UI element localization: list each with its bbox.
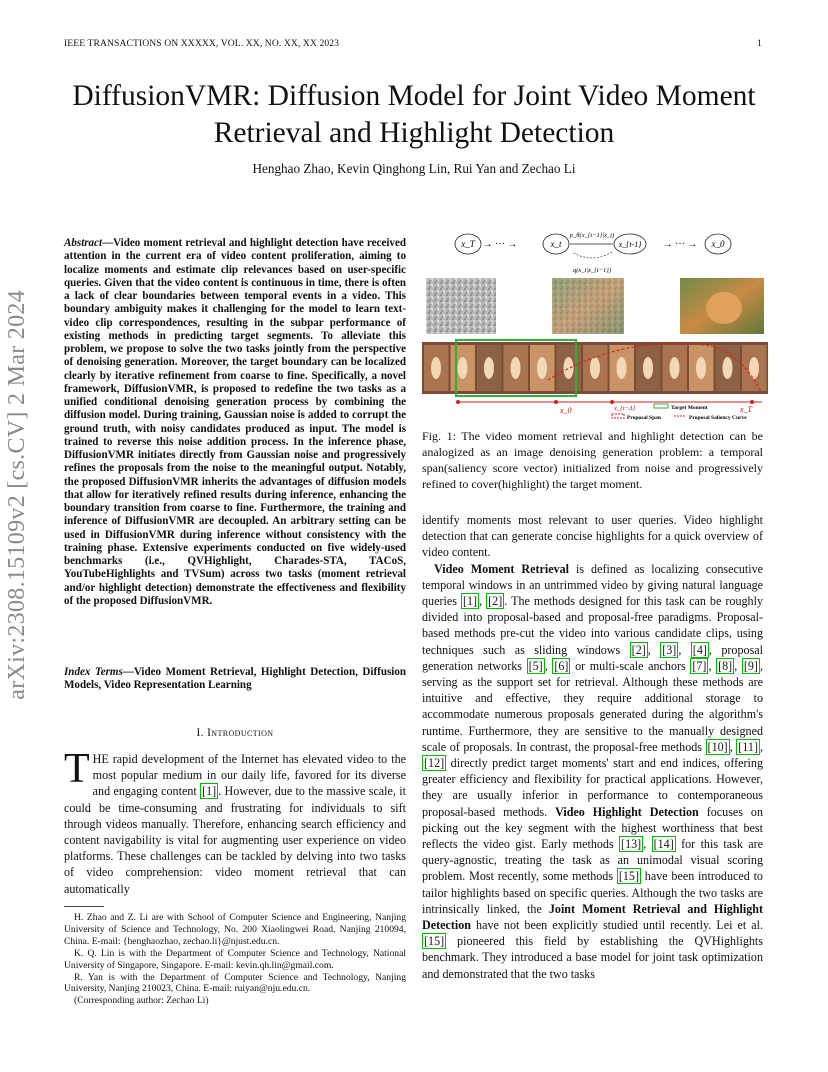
index-terms-label: Index Terms (64, 666, 123, 678)
bold-term: Joint Moment Retrieval and Highlight Detection (422, 901, 763, 933)
citation-link[interactable]: [13] (621, 837, 642, 852)
figure-caption: Fig. 1: The video moment retrieval and highlight detection can be analogized as an image denoising generation problem: a temporal span(saliency score vector) initialized from noise and progressively refined to cover(highlight) the target moment. (422, 429, 763, 491)
citation-link[interactable]: [8] (718, 658, 733, 673)
legend-target: Target Moment (671, 405, 708, 411)
arxiv-stamp (4, 290, 44, 760)
frame-figure (484, 357, 494, 379)
footnote: K. Q. Lin is with the Department of Computer Science and Technology, National University of Singapore, Singapore. E-mail: kevin.qh.lin@gmail.com. (64, 947, 406, 971)
text: have been introduced to tailor highlights based on specific queries. Although the two tasks are intrinsically linked, the (422, 869, 763, 916)
legend-proposal-swatch (612, 414, 624, 418)
forward-arrow (572, 252, 612, 258)
frame-figure (590, 357, 600, 379)
citation-link[interactable]: [3] (662, 642, 677, 657)
frame-figure (458, 357, 468, 379)
citation-link[interactable]: [14] (653, 837, 674, 852)
citation-link[interactable]: [11] (738, 739, 758, 754)
section-number: I. (196, 727, 204, 739)
q-label: q(x_t|x_{t−1}) (572, 267, 612, 274)
footnotes (64, 912, 406, 1007)
footnote-rule (64, 906, 104, 907)
citation-link[interactable]: [1] (202, 784, 217, 799)
frame-figure (537, 357, 547, 379)
text: . The methods designed for this task can be roughly divided into proposal-based and proposal-free paradigms. Proposal-based methods pre-cut the video into various candidate clips, using techniques such as sliding windows (422, 594, 764, 657)
drop-cap: T (64, 746, 90, 792)
citation-link[interactable]: [2] (488, 594, 503, 609)
abstract (64, 237, 406, 608)
cat-shape (706, 292, 742, 324)
bold-term: Video Highlight Detection (555, 804, 699, 819)
timeline-end (750, 400, 754, 404)
text: pioneered this field by establishing the QVHighlights benchmark. They introduced a base model for joint task optimization and demonstrated that the two tasks (422, 934, 763, 981)
text: , serving as the support set for retrieval. Although these methods are intuitive and effective, they require additional storage to accommodate numerous proposals generated during the algorithm's runtime. Furthermore, they are sensitive to the manually designed scale of proposals. In contrast, the proposal-free methods (422, 658, 763, 754)
paragraph: identify moments most relevant to user queries. Video highlight detection that can generate concise highlights for a quick overview of video content. (422, 513, 763, 560)
node-xt-label: x_t (550, 239, 562, 249)
abstract-label: Abstract (64, 237, 103, 249)
text: , proposal generation networks (422, 642, 764, 673)
xt-delta-label: x_{t−Δ} (614, 405, 636, 412)
paragraph: Video Moment Retrieval is defined as localizing consecutive temporal windows in an untrimmed video by giving natural language queries [1] , [2] . The methods designed for this task can be roughly divided into proposal-based and proposal-free paradigms. Proposal-based methods pre-cut the video into various candidate clips, using techniques such as sliding windows [2] , [3] , [4] , proposal generation networks [5] , [6] or multi-scale anchors [7] , [8] , [9] , serving as the support set for retrieval. Although these methods are intuitive and effective, they require additional storage to accommodate numerous proposals generated during the algorithm's runtime. Furthermore, they are sensitive to the manually designed scale of proposals. In contrast, the proposal-free methods [10] , [11] , [12] directly predict target moments' start and end indices, offering greater efficiency and flexibility for practical applications. However, they are usually inferior in performance to contemporaneous proposal-based methods. Video Highlight Detection focuses on picking out the key segment with the highest worthiness that best reflects the video gist. Early methods [13] , [14] for this task are query-agnostic, treating the task as an unimodal visual scoring problem. Most recently, some methods [15] have been introduced to tailor highlights based on specific queries. Although the two tasks are intrinsically linked, the Joint Moment Retrieval and Highlight Detection have not been explicitly studied until recently. Lei et al. [15] pioneered this field by establishing the QVHighlights benchmark. They introduced a base model for joint task optimization and demonstrated that the two tasks (422, 561, 764, 981)
footnote: (Corresponding author: Zechao Li) (74, 995, 209, 1007)
page-number: 1 (757, 38, 762, 49)
node-x0-label: x_0 (711, 239, 725, 249)
index-terms-text: —Video Moment Retrieval, Highlight Detection, Diffusion Models, Video Representation Learning (64, 666, 406, 692)
bold-term: Video Moment Retrieval (434, 561, 570, 576)
index-terms (64, 666, 406, 693)
frame-figure (670, 357, 680, 379)
text: or multi-scale anchors (570, 658, 691, 673)
citation-link[interactable]: [2] (631, 642, 646, 657)
frame-figure (696, 357, 706, 379)
citation-link[interactable]: [10] (707, 739, 728, 754)
running-header: IEEE TRANSACTIONS ON XXXXX, VOL. XX, NO. XX, XX 2023 (64, 38, 340, 49)
right-column-body (422, 512, 763, 982)
abstract-text: —Video moment retrieval and highlight detection have received attention in the current era of video content proliferation, aiming to localize moments and estimate clip relevances based on user-specific queries. Given that the video content is continuous in time, there is often a lack of clear boundaries between temporal events in a video. This boundary ambiguity makes it challenging for the model to learn text-video clip correspondences, resulting in the subpar performance of existing methods in predicting target segments. To alleviate this problem, we propose to solve the two tasks jointly from the perspective of denoising generation. Moreover, the target boundary can be localized clearly by iterative refinement from coarse to fine. Specifically, a novel framework, DiffusionVMR, is proposed to redefine the two tasks as a unified conditional denoising generation process by combining the diffusion model. During training, Gaussian noise is added to corrupt the ground truth, with noisy candidates produced as input. The model is trained to reverse this noise addition process. In the inference phase, DiffusionVMR initiates directly from Gaussian noise and progressively refines the proposals from the noise to the meaningful output. Notably, the proposed DiffusionVMR inherits the advantages of diffusion models that allow for iteratively refined results during inference, enhancing the boundary transition from coarse to fine. Furthermore, the training and inference of DiffusionVMR are decoupled. An arbitrary setting can be used in DiffusionVMR during inference without consistency with the training phase. Extensive experiments conducted on five widely-used benchmarks (i.e., QVHighlight, Charades-STA, TACoS, YouTubeHighlights and TVSum) across two tasks (moment retrieval and/or highlight detection) demonstrate the effectiveness and flexibility of the proposed DiffusionVMR. (64, 237, 406, 607)
frame-figure (564, 357, 574, 379)
intro-paragraph (64, 746, 406, 897)
citation-link[interactable]: [1] (462, 594, 478, 609)
timeline-mark (554, 400, 558, 404)
p-theta-label: p_θ(x_{t−1}|x_t) (569, 232, 615, 239)
ellipsis: → ··· → (482, 239, 518, 250)
frame-figure (723, 357, 733, 379)
xT-label: x_T (740, 405, 752, 414)
frame-figure (511, 357, 521, 379)
x0-label: x_0 (560, 406, 572, 415)
arxiv-stamp-text: arXiv:2308.15109v2 [cs.CV] 2 Mar 2024 (4, 290, 30, 700)
node-xt1-label: x_{t-1} (618, 240, 642, 249)
footnote: H. Zhao and Z. Li are with School of Computer Science and Engineering, Nanjing University of Science and Technology, No. 200 Xiaolingwei Road, Nanjing 210094, China. E-mail: {henghaozhao, zechao.li}@njust.edu.cn. (64, 912, 406, 947)
diffusion-chain (455, 232, 731, 274)
citation-link[interactable]: [5] (528, 658, 543, 673)
section-heading (64, 727, 406, 739)
intro-text-rest: . However, due to the massive scale, it could be time-consuming and frustrating for individuals to sift through videos manually. Therefore, enhancing search efficiency and content navigability is vital for augmenting user experience on video platforms. These challenges can be tackled by delving into two tasks of video comprehension: video moment retrieval that can automatically (64, 784, 406, 896)
half-denoised-overlay (552, 278, 624, 334)
citation-link[interactable]: [6] (554, 658, 569, 673)
timeline-start (456, 400, 460, 404)
footnote: R. Yan is with the Department of Computer Science and Technology, Nanjing University, Nanjing 210023, China. E-mail: ruiyan@nju.edu.cn. (64, 971, 406, 995)
ellipsis: → ··· → (662, 239, 698, 250)
author-list: Henghao Zhao, Kevin Qinghong Lin, Rui Yan and Zechao Li (252, 161, 576, 176)
text: is defined as localizing consecutive temporal windows in an untrimmed video by giving natural language queries (422, 561, 764, 609)
text: have not been explicitly studied until recently. Lei et al. (471, 918, 763, 933)
figure-1 (422, 228, 768, 424)
text: for this task are query-agnostic, treating the task as an unimodal visual scoring problem. Most recently, some methods (422, 837, 763, 884)
frame-figure (749, 357, 759, 379)
timeline-mark (610, 400, 614, 404)
legend-saliency: Proposal Saliency Curve (689, 415, 747, 421)
intro-text: HE rapid development of the Internet has elevated video to the most popular medium in our daily life, favored for its diverse and engaging content (92, 752, 406, 799)
citation-link[interactable]: [4] (692, 642, 707, 657)
frame-figure (431, 357, 441, 379)
node-xT-label: x_T (461, 239, 475, 249)
legend-target-swatch (654, 404, 668, 408)
frame-figure (643, 357, 653, 379)
citation-link[interactable]: [15] (424, 934, 445, 949)
paper-title: DiffusionVMR: Diffusion Model for Joint Video Moment Retrieval and Highlight Detection (72, 80, 756, 149)
frame-figure (617, 357, 627, 379)
section-title: Introduction (207, 727, 274, 739)
citation-link[interactable]: [15] (618, 869, 640, 884)
noise-image (426, 278, 496, 334)
citation-link[interactable]: [7] (692, 658, 707, 673)
citation-link[interactable]: [9] (743, 658, 758, 673)
text: directly predict target moments' start and end indices, offering greater efficiency and flexibility for practical applications. However, they are usually inferior in performance to contemporaneous proposal-based methods. (422, 756, 763, 819)
video-frames-strip (422, 340, 768, 396)
legend-proposal: Proposal Span (627, 415, 661, 421)
text: focuses on picking out the key segment with the highest worthiness that best reflects the video gist. Early methods (422, 804, 763, 852)
citation-link[interactable]: [12] (424, 756, 445, 771)
